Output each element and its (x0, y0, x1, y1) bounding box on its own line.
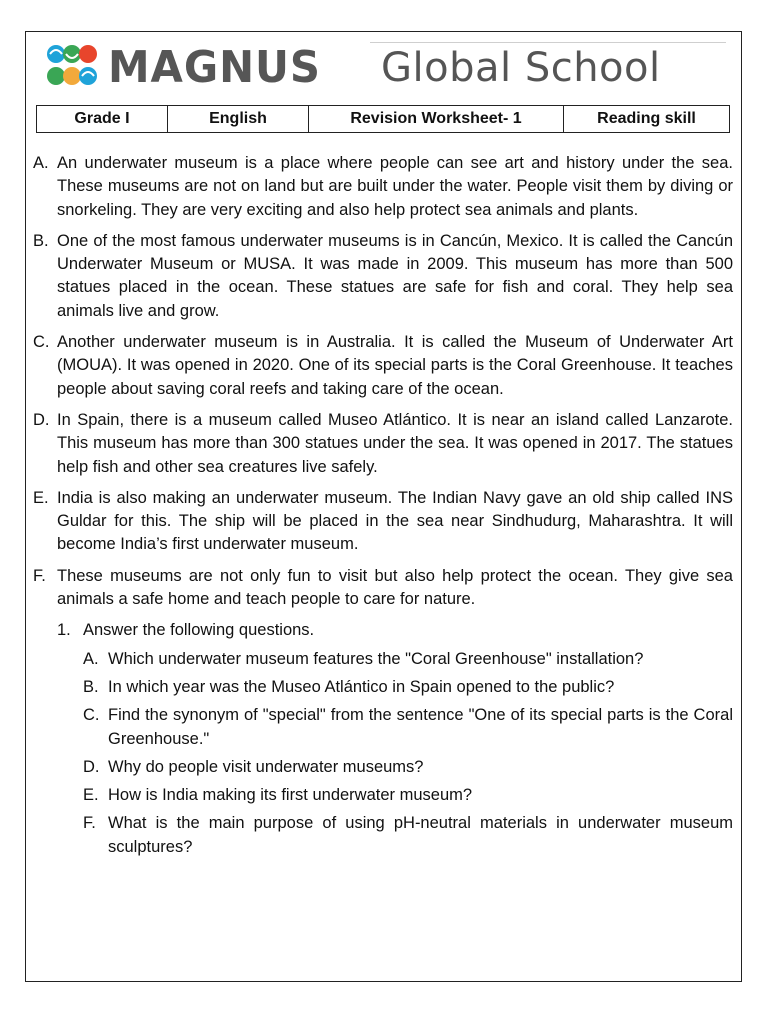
brand-name: MAGNUS (108, 42, 321, 93)
paragraph-letter: F. (33, 566, 46, 585)
magnus-logo-icon (42, 42, 102, 92)
question-letter: F. (83, 814, 96, 833)
question-text: In which year was the Museo Atlántico in Spain opened to the public? (108, 677, 615, 696)
paragraph-f (33, 565, 733, 612)
paragraph-letter: A. (33, 154, 49, 172)
info-grade: Grade I (37, 106, 168, 132)
questions-title: Answer the following questions. (83, 621, 315, 640)
question-text: Find the synonym of "special" from the sentence "One of its special parts is the Coral Greenhouse." (108, 706, 733, 748)
paragraph-text: In Spain, there is a museum called Museo Atlántico. It is near an island called Lanzarote. This museum has more than 300 statues under the sea. It was opened in 2017. The statues help fish and other sea creatures live safely. (57, 410, 733, 476)
header (42, 40, 726, 96)
question-text: Which underwater museum features the "Coral Greenhouse" installation? (108, 649, 644, 668)
question-number: 1. (57, 621, 71, 640)
question-d (33, 756, 733, 779)
question-letter: B. (83, 677, 99, 696)
question-text: What is the main purpose of using pH-neutral materials in underwater museum sculptures? (108, 814, 733, 856)
info-skill: Reading skill (597, 110, 696, 127)
question-letter: E. (83, 786, 99, 805)
question-b (33, 676, 733, 699)
paragraph-text: India is also making an underwater museum. The Indian Navy gave an old ship called INS Guldar for this. The ship will be placed in the sea near Sindhudurg, Maharashtra. It will become India’s first underwater museum. (57, 488, 733, 554)
question-f (33, 812, 733, 859)
paragraph-a (33, 152, 733, 222)
info-row (36, 105, 730, 133)
info-subject: English (168, 106, 309, 132)
question-letter: C. (83, 706, 100, 725)
school-name: Global School (381, 45, 661, 91)
question-text: How is India making its first underwater museum? (108, 786, 473, 805)
paragraph-letter: D. (33, 410, 50, 429)
question-text: Why do people visit underwater museums? (108, 757, 424, 776)
paragraph-letter: C. (33, 333, 50, 352)
question-letter: A. (83, 649, 99, 668)
paragraph-d (33, 409, 733, 479)
question-e (33, 784, 733, 807)
paragraph-text: One of the most famous underwater museums is in Cancún, Mexico. It is called the Cancún Underwater Museum or MUSA. It was made in 2009. This museum has more than 500 statues placed in the ocean. These statues are safe for fish and coral. They help sea animals live and grow. (57, 231, 733, 320)
worksheet-content (33, 152, 733, 864)
paragraph-letter: E. (33, 488, 49, 507)
paragraph-text: Another underwater museum is in Australia. It is called the Museum of Underwater Art (MOUA). It was opened in 2020. One of its special parts is the Coral Greenhouse. It teaches people about saving coral reefs and taking care of the ocean. (57, 333, 733, 398)
paragraph-e (33, 487, 733, 557)
questions-section (33, 619, 733, 859)
paragraph-c (33, 331, 733, 401)
paragraph-letter: B. (33, 231, 49, 250)
question-letter: D. (83, 757, 100, 776)
questions-heading (33, 619, 733, 642)
info-worksheet: Revision Worksheet- 1 (309, 106, 564, 132)
paragraph-text: These museums are not only fun to visit but also help protect the ocean. They give sea animals a safe home and teach people to care for nature. (57, 566, 733, 609)
question-c (33, 704, 733, 751)
question-a (33, 648, 733, 671)
paragraph-text: An underwater museum is a place where people can see art and history under the sea. These museums are not on land but are built under the water. People visit them by diving or snorkeling. They are very exciting and also help protect sea animals and plants. (57, 154, 733, 219)
paragraph-b (33, 230, 733, 323)
